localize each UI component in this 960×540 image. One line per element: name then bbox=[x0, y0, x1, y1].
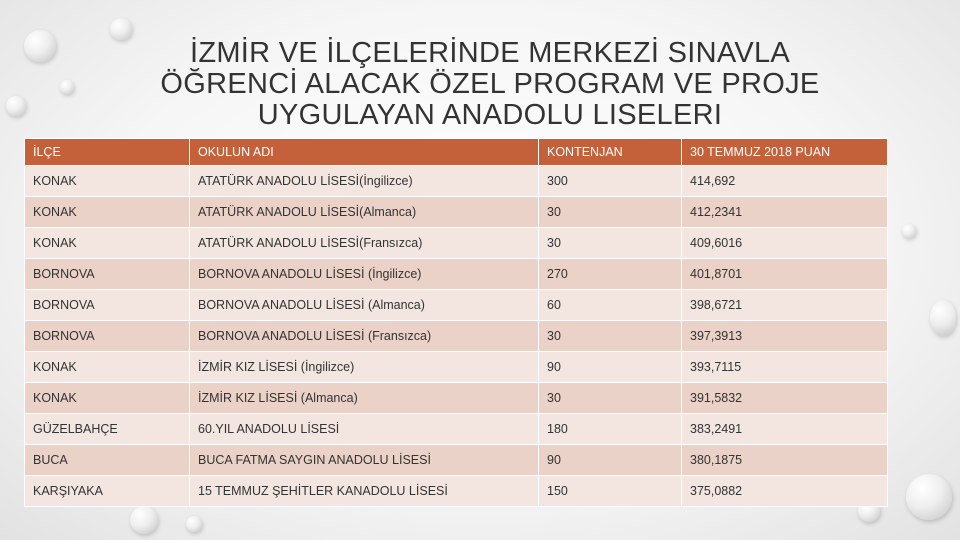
table-header-row bbox=[25, 139, 888, 166]
cell-school-name: BORNOVA ANADOLU LİSESİ (Almanca) bbox=[190, 290, 539, 321]
cell-quota: 300 bbox=[539, 166, 682, 197]
column-header-score: 30 TEMMUZ 2018 PUAN bbox=[682, 139, 888, 166]
column-header-school: OKULUN ADI bbox=[190, 139, 539, 166]
water-drop-decoration bbox=[130, 506, 158, 534]
water-drop-decoration bbox=[60, 80, 74, 94]
water-drop-decoration bbox=[906, 474, 952, 520]
table-row bbox=[25, 414, 888, 445]
cell-quota: 30 bbox=[539, 383, 682, 414]
slide-title: İZMİR VE İLÇELERİNDE MERKEZİ SINAVLA ÖĞRENCİ ALACAK ÖZEL PROGRAM VE PROJE UYGULAYAN ANADOLU LISELERI bbox=[160, 37, 820, 131]
cell-quota: 30 bbox=[539, 228, 682, 259]
cell-score: 393,7115 bbox=[682, 352, 888, 383]
cell-district: KONAK bbox=[25, 383, 190, 414]
column-header-quota: KONTENJAN bbox=[539, 139, 682, 166]
column-header-district: İLÇE bbox=[25, 139, 190, 166]
table-row bbox=[25, 383, 888, 414]
table-row bbox=[25, 197, 888, 228]
cell-district: BORNOVA bbox=[25, 290, 190, 321]
cell-score: 383,2491 bbox=[682, 414, 888, 445]
cell-score: 409,6016 bbox=[682, 228, 888, 259]
cell-school-name: ATATÜRK ANADOLU LİSESİ(Almanca) bbox=[190, 197, 539, 228]
cell-school-name: BORNOVA ANADOLU LİSESİ (Fransızca) bbox=[190, 321, 539, 352]
cell-district: BORNOVA bbox=[25, 321, 190, 352]
water-drop-decoration bbox=[902, 224, 916, 238]
cell-school-name: ATATÜRK ANADOLU LİSESİ(İngilizce) bbox=[190, 166, 539, 197]
cell-district: KONAK bbox=[25, 197, 190, 228]
cell-district: BUCA bbox=[25, 445, 190, 476]
cell-score: 398,6721 bbox=[682, 290, 888, 321]
cell-score: 412,2341 bbox=[682, 197, 888, 228]
cell-quota: 30 bbox=[539, 197, 682, 228]
cell-quota: 90 bbox=[539, 352, 682, 383]
cell-quota: 150 bbox=[539, 476, 682, 507]
cell-score: 397,3913 bbox=[682, 321, 888, 352]
cell-district: KARŞIYAKA bbox=[25, 476, 190, 507]
table-row bbox=[25, 445, 888, 476]
water-drop-decoration bbox=[110, 18, 132, 40]
cell-district: GÜZELBAHÇE bbox=[25, 414, 190, 445]
cell-score: 380,1875 bbox=[682, 445, 888, 476]
cell-score: 401,8701 bbox=[682, 259, 888, 290]
cell-district: KONAK bbox=[25, 228, 190, 259]
water-drop-decoration bbox=[6, 96, 26, 116]
cell-score: 391,5832 bbox=[682, 383, 888, 414]
water-drop-decoration bbox=[930, 300, 956, 336]
cell-school-name: ATATÜRK ANADOLU LİSESİ(Fransızca) bbox=[190, 228, 539, 259]
table-row bbox=[25, 259, 888, 290]
cell-district: BORNOVA bbox=[25, 259, 190, 290]
table-row bbox=[25, 352, 888, 383]
table-row bbox=[25, 290, 888, 321]
cell-quota: 60 bbox=[539, 290, 682, 321]
table-row bbox=[25, 228, 888, 259]
cell-score: 375,0882 bbox=[682, 476, 888, 507]
cell-school-name: 60.YIL ANADOLU LİSESİ bbox=[190, 414, 539, 445]
cell-district: KONAK bbox=[25, 352, 190, 383]
cell-district: KONAK bbox=[25, 166, 190, 197]
cell-quota: 270 bbox=[539, 259, 682, 290]
cell-quota: 30 bbox=[539, 321, 682, 352]
table-row bbox=[25, 166, 888, 197]
cell-school-name: İZMİR KIZ LİSESİ (Almanca) bbox=[190, 383, 539, 414]
cell-quota: 90 bbox=[539, 445, 682, 476]
cell-score: 414,692 bbox=[682, 166, 888, 197]
cell-school-name: BORNOVA ANADOLU LİSESİ (İngilizce) bbox=[190, 259, 539, 290]
table-row bbox=[25, 321, 888, 352]
water-drop-decoration bbox=[24, 30, 56, 62]
water-drop-decoration bbox=[186, 516, 202, 532]
cell-school-name: 15 TEMMUZ ŞEHİTLER KANADOLU LİSESİ bbox=[190, 476, 539, 507]
table-row bbox=[25, 476, 888, 507]
cell-quota: 180 bbox=[539, 414, 682, 445]
cell-school-name: İZMİR KIZ LİSESİ (İngilizce) bbox=[190, 352, 539, 383]
school-table bbox=[24, 138, 888, 507]
cell-school-name: BUCA FATMA SAYGIN ANADOLU LİSESİ bbox=[190, 445, 539, 476]
